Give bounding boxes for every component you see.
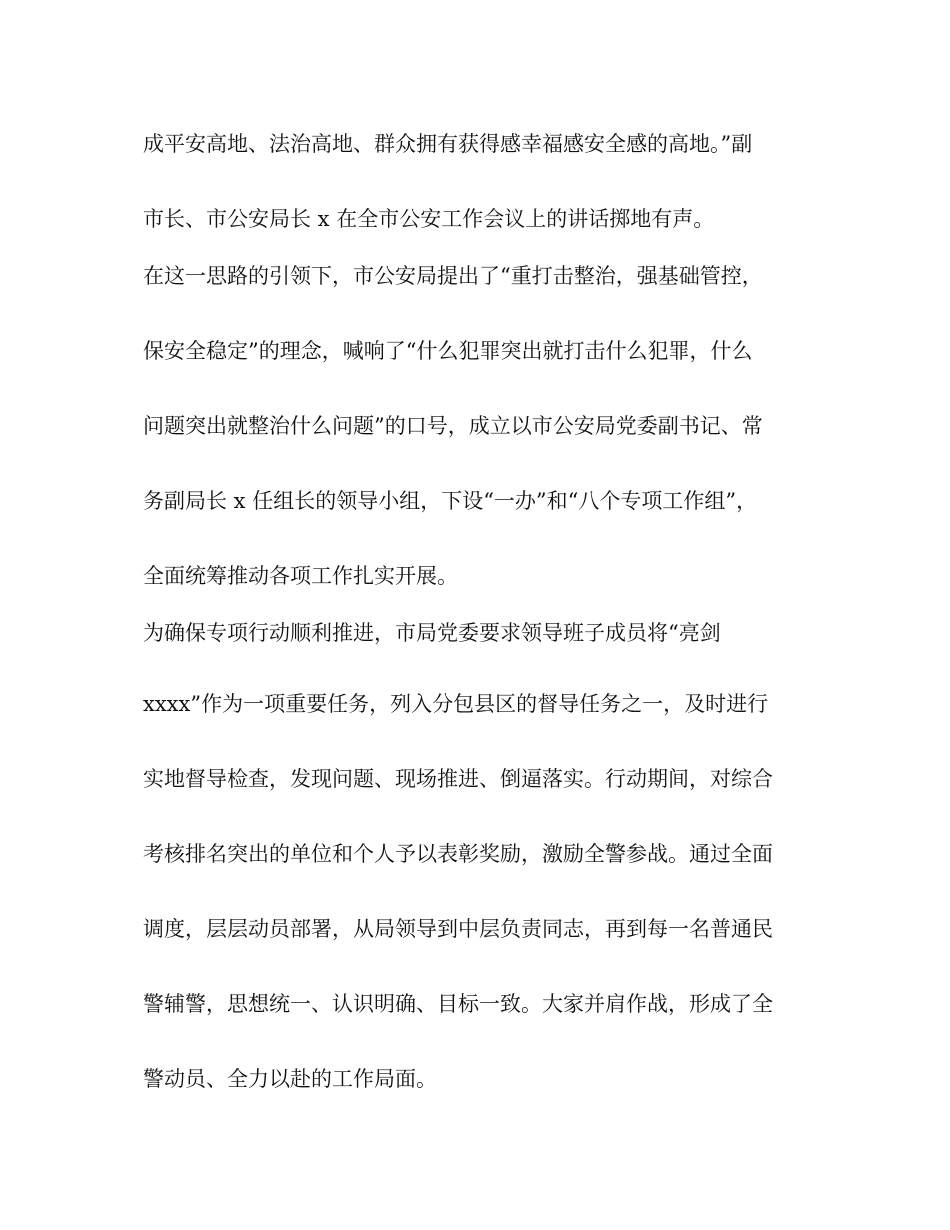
text-line: 警动员、全力以赴的工作局面。 [143,1067,437,1091]
text-line: 保安全稳定”的理念，喊响了“什么犯罪突出就打击什么犯罪，什么 [143,339,753,363]
text-line: 在这一思路的引领下，市公安局提出了“重打击整治，强基础管控， [143,264,763,288]
text-line: 为确保专项行动顺利推进，市局党委要求领导班子成员将“亮剑 [143,621,721,645]
text-line: 考核排名突出的单位和个人予以表彰奖励，激励全警参战。通过全面 [143,842,773,866]
text-line: 全面统筹推动各项工作扎实开展。 [143,564,458,588]
text-line: 警辅警，思想统一、认识明确、目标一致。大家并肩作战，形成了全 [143,992,773,1016]
text-line: 调度，层层动员部署，从局领导到中层负责同志，再到每一名普通民 [143,917,773,941]
text-line: 实地督导检查，发现问题、现场推进、倒逼落实。行动期间，对综合 [143,767,773,791]
text-line: 务副局长 x 任组长的领导小组，下设“一办”和“八个专项工作组”， [143,489,758,513]
text-line: xxxx”作为一项重要任务，列入分包县区的督导任务之一，及时进行 [143,692,769,716]
text-line: 成平安高地、法治高地、群众拥有获得感幸福感安全感的高地。”副 [143,132,753,156]
text-line: 问题突出就整治什么问题”的口号，成立以市公安局党委副书记、常 [143,414,763,438]
text-line: 市长、市公安局长 x 在全市公安工作会议上的讲话掷地有声。 [143,207,715,231]
